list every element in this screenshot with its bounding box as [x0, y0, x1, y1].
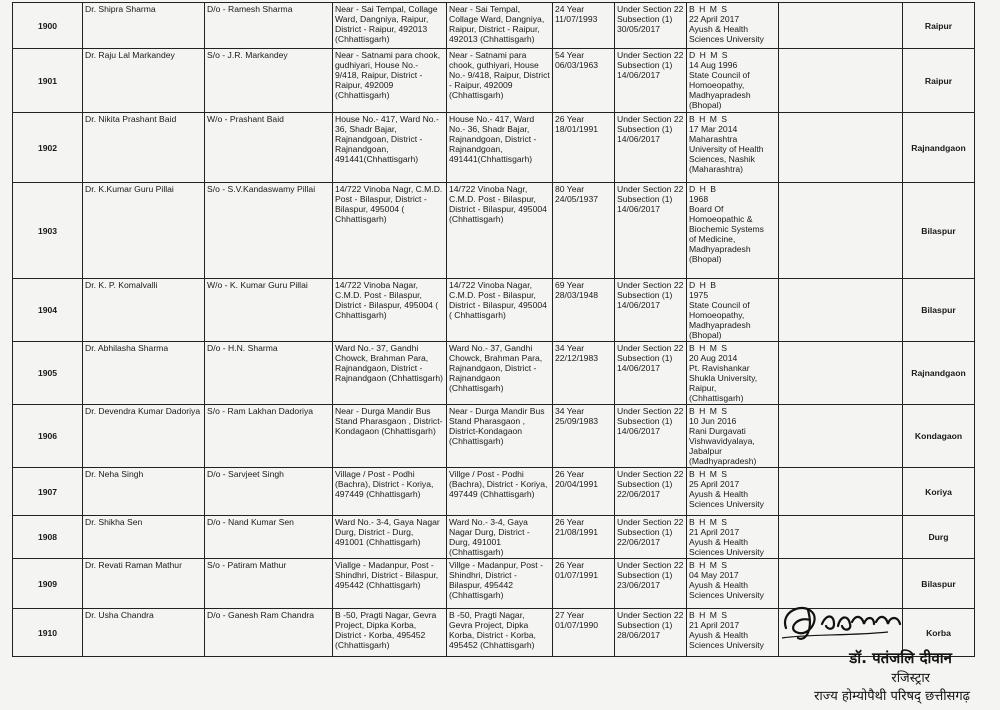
dob-text: 21/08/1991 — [555, 527, 599, 537]
reg-date-text: 14/06/2017 — [617, 426, 661, 436]
present-address-cell: Near - Satnami para chook, guthiyari, House No.- 9/418, Raipur, District - Raipur, 492009 (Chhattisgarh) — [447, 49, 553, 113]
qualification-degree: B H M S — [689, 560, 728, 570]
age-dob-cell — [553, 559, 615, 609]
qualification-line: 22 April 2017 — [689, 14, 740, 24]
age-dob-cell — [553, 609, 615, 657]
permanent-address-cell: B -50, Pragti Nagar, Gevra Project, Dipka Korba, District - Korba, 495452 (Chhattisgarh) — [333, 609, 447, 657]
qualification-line: University of Health — [689, 144, 764, 154]
registration-section-cell — [615, 113, 687, 183]
dob-text: 24/05/1937 — [555, 194, 599, 204]
qualification-line: Ayush & Health — [689, 630, 749, 640]
qualification-line: Pt. Ravishankar — [689, 363, 750, 373]
subsection-text: Subsection (1) — [617, 479, 673, 489]
qualification-cell — [687, 342, 779, 405]
qualification-line: Ayush & Health — [689, 24, 749, 34]
reg-date-text: 22/06/2017 — [617, 489, 661, 499]
qualification-line: Homoeopathy, — [689, 310, 745, 320]
registration-section-cell — [615, 342, 687, 405]
permanent-address-cell: Ward No.- 37, Gandhi Chowck, Brahman Para, Rajnandgaon, District - Rajnandgaon (Chhattisgarh) — [333, 342, 447, 405]
age-text: 26 Year — [555, 560, 585, 570]
qualification-cell — [687, 609, 779, 657]
permanent-address-cell: Ward No.- 3-4, Gaya Nagar Durg, District - Durg, 491001 (Chhattisgarh) — [333, 516, 447, 559]
qualification-degree: B H M S — [689, 610, 728, 620]
present-address-cell: House No.- 417, Ward No.- 36, Shadr Bajar, Rajnandgoan, District - Rajnandgoan, 491441(Chhattisgarh) — [447, 113, 553, 183]
subsection-text: Subsection (1) — [617, 124, 673, 134]
dob-text: 20/04/1991 — [555, 479, 599, 489]
registration-section-cell — [615, 516, 687, 559]
relation-cell: W/o - K. Kumar Guru Pillai — [205, 279, 333, 342]
qualification-line: Homoeopathic & — [689, 214, 753, 224]
doctor-name-cell: Dr. Raju Lal Markandey — [83, 49, 205, 113]
doctor-name-cell: Dr. Devendra Kumar Dadoriya — [83, 405, 205, 468]
qualification-line: (Maharashtra) — [689, 164, 743, 174]
qualification-degree: B H M S — [689, 343, 728, 353]
age-dob-cell — [553, 183, 615, 279]
present-address-cell: Villge / Post - Podhi (Bachra), District - Koriya, 497449 (Chhattisgarh) — [447, 468, 553, 516]
age-text: 54 Year — [555, 50, 585, 60]
qualification-line: Sciences University — [689, 34, 764, 44]
district-cell: Rajnandgaon — [903, 113, 975, 183]
section-text: Under Section 22 — [617, 610, 684, 620]
qualification-line: Jabalpur — [689, 446, 722, 456]
reg-date-text: 14/06/2017 — [617, 300, 661, 310]
district-cell: Kondagaon — [903, 405, 975, 468]
reg-date-text: 14/06/2017 — [617, 70, 661, 80]
doctor-name-cell: Dr. Neha Singh — [83, 468, 205, 516]
age-text: 26 Year — [555, 517, 585, 527]
qualification-line: Rani Durgavati — [689, 426, 746, 436]
serial-number-cell: 1908 — [13, 516, 83, 559]
qualification-line: (Bhopal) — [689, 330, 722, 340]
registration-section-cell — [615, 609, 687, 657]
qualification-line: 21 April 2017 — [689, 527, 740, 537]
age-dob-cell — [553, 516, 615, 559]
age-dob-cell — [553, 279, 615, 342]
blank-cell — [779, 183, 903, 279]
qualification-line: Ayush & Health — [689, 537, 749, 547]
qualification-degree: D H B — [689, 280, 717, 290]
doctor-name-cell: Dr. Nikita Prashant Baid — [83, 113, 205, 183]
registration-table — [12, 2, 975, 657]
section-text: Under Section 22 — [617, 114, 684, 124]
qualification-line: Vishwavidyalaya, — [689, 436, 755, 446]
qualification-line: Madhyapradesh — [689, 244, 751, 254]
qualification-line: (Bhopal) — [689, 100, 722, 110]
section-text: Under Section 22 — [617, 469, 684, 479]
district-cell: Raipur — [903, 3, 975, 49]
serial-number-cell: 1905 — [13, 342, 83, 405]
permanent-address-cell: Near - Sai Tempal, Collage Ward, Dangniya, Raipur, District - Raipur, 492013 (Chhattisgarh) — [333, 3, 447, 49]
qualification-line: 1968 — [689, 194, 709, 204]
doctor-name-cell: Dr. Usha Chandra — [83, 609, 205, 657]
relation-cell: S/o - Patiram Mathur — [205, 559, 333, 609]
district-cell: Raipur — [903, 49, 975, 113]
qualification-cell — [687, 113, 779, 183]
doctor-name-cell: Dr. Abhilasha Sharma — [83, 342, 205, 405]
qualification-line: Ayush & Health — [689, 489, 749, 499]
relation-cell: S/o - Ram Lakhan Dadoriya — [205, 405, 333, 468]
section-text: Under Section 22 — [617, 343, 684, 353]
registration-section-cell — [615, 405, 687, 468]
permanent-address-cell: Viallge - Madanpur, Post - Shindhri, District - Bilaspur, 495442 (Chhattisgarh) — [333, 559, 447, 609]
dob-text: 01/07/1991 — [555, 570, 599, 580]
dob-text: 01/07/1990 — [555, 620, 599, 630]
subsection-text: Subsection (1) — [617, 60, 673, 70]
qualification-line: 25 April 2017 — [689, 479, 740, 489]
registration-section-cell — [615, 3, 687, 49]
permanent-address-cell: House No.- 417, Ward No.- 36, Shadr Bajar, Rajnandgoan, District - Rajnandgoan, 491441(Chhattisgarh) — [333, 113, 447, 183]
table-body — [13, 3, 975, 657]
district-cell: Bilaspur — [903, 279, 975, 342]
qualification-line: Sciences University — [689, 590, 764, 600]
district-cell: Rajnandgaon — [903, 342, 975, 405]
reg-date-text: 14/06/2017 — [617, 134, 661, 144]
qualification-cell — [687, 516, 779, 559]
table-row — [13, 342, 975, 405]
qualification-cell — [687, 49, 779, 113]
district-cell: Bilaspur — [903, 559, 975, 609]
age-text: 24 Year — [555, 4, 585, 14]
permanent-address-cell: 14/722 Vinoba Nagr, C.M.D. Post - Bilaspur, District - Bilaspur, 495004 ( Chhattisgarh) — [333, 183, 447, 279]
qualification-line: 14 Aug 1996 — [689, 60, 738, 70]
qualification-line: (Bhopal) — [689, 254, 722, 264]
serial-number-cell: 1901 — [13, 49, 83, 113]
dob-text: 18/01/1991 — [555, 124, 599, 134]
age-text: 34 Year — [555, 343, 585, 353]
relation-cell: D/o - Nand Kumar Sen — [205, 516, 333, 559]
table-row — [13, 49, 975, 113]
age-text: 34 Year — [555, 406, 585, 416]
dob-text: 28/03/1948 — [555, 290, 599, 300]
age-dob-cell — [553, 49, 615, 113]
relation-cell: W/o - Prashant Baid — [205, 113, 333, 183]
permanent-address-cell: Village / Post - Podhi (Bachra), District - Koriya, 497449 (Chhattisgarh) — [333, 468, 447, 516]
present-address-cell: Near - Durga Mandir Bus Stand Pharasgaon , District-Kondagaon (Chhattisgarh) — [447, 405, 553, 468]
qualification-line: Madhyapradesh — [689, 90, 751, 100]
qualification-line: of Medicine, — [689, 234, 736, 244]
reg-date-text: 30/05/2017 — [617, 24, 661, 34]
relation-cell: D/o - Ramesh Sharma — [205, 3, 333, 49]
qualification-line: Biochemic Systems — [689, 224, 764, 234]
table-row — [13, 183, 975, 279]
qualification-line: Sciences, Nashik — [689, 154, 755, 164]
reg-date-text: 14/06/2017 — [617, 363, 661, 373]
qualification-degree: B H M S — [689, 406, 728, 416]
blank-cell — [779, 49, 903, 113]
present-address-cell: B -50, Pragti Nagar, Gevra Project, Dipka Korba, District - Korba, 495452 (Chhattisgarh) — [447, 609, 553, 657]
qualification-line: (Chhattisgarh) — [689, 393, 744, 403]
blank-cell — [779, 516, 903, 559]
age-dob-cell — [553, 113, 615, 183]
table-row — [13, 279, 975, 342]
table-row — [13, 113, 975, 183]
subsection-text: Subsection (1) — [617, 416, 673, 426]
qualification-line: Shukla University, — [689, 373, 758, 383]
qualification-line: Maharashtra — [689, 134, 738, 144]
qualification-line: 21 April 2017 — [689, 620, 740, 630]
age-text: 27 Year — [555, 610, 585, 620]
relation-cell: D/o - Ganesh Ram Chandra — [205, 609, 333, 657]
qualification-degree: D H M S — [689, 50, 729, 60]
qualification-degree: B H M S — [689, 114, 728, 124]
relation-cell: S/o - S.V.Kandaswamy Pillai — [205, 183, 333, 279]
serial-number-cell: 1910 — [13, 609, 83, 657]
age-text: 26 Year — [555, 114, 585, 124]
serial-number-cell: 1906 — [13, 405, 83, 468]
qualification-line: 17 Mar 2014 — [689, 124, 738, 134]
qualification-degree: B H M S — [689, 4, 728, 14]
relation-cell: S/o - J.R. Markandey — [205, 49, 333, 113]
registrar-signature-block — [770, 598, 1000, 710]
present-address-cell: 14/722 Vinoba Nagar, C.M.D. Post - Bilaspur, District - Bilaspur, 495004 ( Chhattisgarh) — [447, 279, 553, 342]
serial-number-cell: 1904 — [13, 279, 83, 342]
dob-text: 25/09/1983 — [555, 416, 599, 426]
permanent-address-cell: 14/722 Vinoba Nagar, C.M.D. Post - Bilaspur, District - Bilaspur, 495004 ( Chhattisgarh) — [333, 279, 447, 342]
registration-section-cell — [615, 183, 687, 279]
present-address-cell: Ward No.- 3-4, Gaya Nagar Durg, District - Durg, 491001 (Chhattisgarh) — [447, 516, 553, 559]
permanent-address-cell: Near - Satnami para chook, gudhiyari, House No.- 9/418, Raipur, District - Raipur, 492009 (Chhattisgarh) — [333, 49, 447, 113]
qualification-cell — [687, 559, 779, 609]
registration-section-cell — [615, 49, 687, 113]
doctor-name-cell: Dr. Shikha Sen — [83, 516, 205, 559]
reg-date-text: 23/06/2017 — [617, 580, 661, 590]
qualification-degree: B H M S — [689, 469, 728, 479]
blank-cell — [779, 3, 903, 49]
district-cell: Durg — [903, 516, 975, 559]
section-text: Under Section 22 — [617, 517, 684, 527]
doctor-name-cell: Dr. Shipra Sharma — [83, 3, 205, 49]
reg-date-text: 28/06/2017 — [617, 630, 661, 640]
doctor-name-cell: Dr. K. P. Komalvalli — [83, 279, 205, 342]
subsection-text: Subsection (1) — [617, 290, 673, 300]
blank-cell — [779, 113, 903, 183]
qualification-line: Ayush & Health — [689, 580, 749, 590]
registration-section-cell — [615, 559, 687, 609]
qualification-line: 1975 — [689, 290, 709, 300]
qualification-line: State Council of — [689, 70, 750, 80]
blank-cell — [779, 468, 903, 516]
subsection-text: Subsection (1) — [617, 527, 673, 537]
blank-cell — [779, 405, 903, 468]
qualification-line: 20 Aug 2014 — [689, 353, 738, 363]
section-text: Under Section 22 — [617, 4, 684, 14]
registration-section-cell — [615, 468, 687, 516]
age-dob-cell — [553, 468, 615, 516]
present-address-cell: Ward No.- 37, Gandhi Chowck, Brahman Para, Rajnandgaon, District - Rajnandgaon (Chhattisgarh) — [447, 342, 553, 405]
age-text: 80 Year — [555, 184, 585, 194]
reg-date-text: 22/06/2017 — [617, 537, 661, 547]
qualification-cell — [687, 405, 779, 468]
doctor-name-cell: Dr. K.Kumar Guru Pillai — [83, 183, 205, 279]
qualification-cell — [687, 468, 779, 516]
serial-number-cell: 1907 — [13, 468, 83, 516]
age-dob-cell — [553, 3, 615, 49]
district-cell: Koriya — [903, 468, 975, 516]
blank-cell — [779, 342, 903, 405]
subsection-text: Subsection (1) — [617, 14, 673, 24]
subsection-text: Subsection (1) — [617, 353, 673, 363]
subsection-text: Subsection (1) — [617, 194, 673, 204]
table-row — [13, 516, 975, 559]
qualification-line: 10 Jun 2016 — [689, 416, 737, 426]
subsection-text: Subsection (1) — [617, 620, 673, 630]
relation-cell: D/o - Sarvjeet Singh — [205, 468, 333, 516]
doctor-name-cell: Dr. Revati Raman Mathur — [83, 559, 205, 609]
registrar-name: डॉ. पतंजलि दीवान — [849, 649, 952, 667]
qualification-line: Homoeopathy, — [689, 80, 745, 90]
qualification-line: Raipur, — [689, 383, 717, 393]
qualification-line: Sciences University — [689, 640, 764, 650]
dob-text: 11/07/1993 — [555, 14, 598, 24]
relation-cell: D/o - H.N. Sharma — [205, 342, 333, 405]
reg-date-text: 14/06/2017 — [617, 204, 661, 214]
section-text: Under Section 22 — [617, 280, 684, 290]
table-row — [13, 3, 975, 49]
qualification-cell — [687, 3, 779, 49]
section-text: Under Section 22 — [617, 184, 684, 194]
qualification-line: (Madhyapradesh) — [689, 456, 757, 466]
section-text: Under Section 22 — [617, 406, 684, 416]
qualification-cell — [687, 279, 779, 342]
district-cell: Korba — [903, 609, 975, 657]
qualification-line: Sciences University — [689, 499, 764, 509]
qualification-degree: D H B — [689, 184, 717, 194]
permanent-address-cell: Near - Durga Mandir Bus Stand Pharasgaon , District-Kondagaon (Chhattisgarh) — [333, 405, 447, 468]
section-text: Under Section 22 — [617, 50, 684, 60]
serial-number-cell: 1900 — [13, 3, 83, 49]
age-text: 69 Year — [555, 280, 585, 290]
serial-number-cell: 1909 — [13, 559, 83, 609]
age-dob-cell — [553, 405, 615, 468]
section-text: Under Section 22 — [617, 560, 684, 570]
qualification-line: Board Of — [689, 204, 724, 214]
blank-cell — [779, 279, 903, 342]
age-text: 26 Year — [555, 469, 585, 479]
qualification-line: Sciences University — [689, 547, 764, 557]
dob-text: 06/03/1963 — [555, 60, 599, 70]
dob-text: 22/12/1983 — [555, 353, 599, 363]
serial-number-cell: 1903 — [13, 183, 83, 279]
qualification-line: 04 May 2017 — [689, 570, 739, 580]
qualification-line: State Council of — [689, 300, 750, 310]
qualification-degree: B H M S — [689, 517, 728, 527]
serial-number-cell: 1902 — [13, 113, 83, 183]
age-dob-cell — [553, 342, 615, 405]
signature-scribble-icon — [778, 598, 908, 646]
present-address-cell: Near - Sai Tempal, Collage Ward, Dangniya, Raipur, District - Raipur, 492013 (Chhattisgarh) — [447, 3, 553, 49]
present-address-cell: Villge - Madanpur, Post - Shindhri, District - Bilaspur, 495442 (Chhattisgarh) — [447, 559, 553, 609]
district-cell: Bilaspur — [903, 183, 975, 279]
council-name: राज्य होम्योपैथी परिषद् छत्तीसगढ़ — [814, 689, 970, 704]
registrar-designation: रजिस्ट्रार — [891, 671, 930, 686]
table-row — [13, 405, 975, 468]
subsection-text: Subsection (1) — [617, 570, 673, 580]
present-address-cell: 14/722 Vinoba Nagr, C.M.D. Post - Bilaspur, District - Bilaspur, 495004 (Chhattisgarh) — [447, 183, 553, 279]
qualification-line: Madhyapradesh — [689, 320, 751, 330]
registration-section-cell — [615, 279, 687, 342]
table-row — [13, 468, 975, 516]
qualification-cell — [687, 183, 779, 279]
